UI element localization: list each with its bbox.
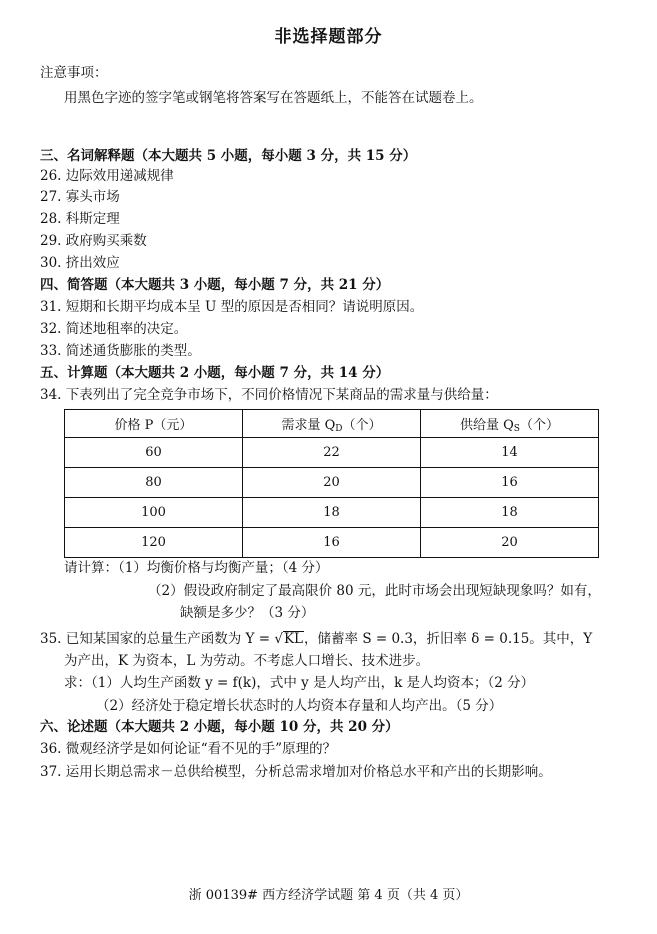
page-footer: 浙 00139# 西方经济学试题 第 4 页（共 4 页） xyxy=(188,888,469,903)
table-header-row xyxy=(65,410,599,438)
section5-heading: 五、计算题（本大题共 2 小题，每小题 7 分，共 14 分） xyxy=(40,365,390,381)
question-35-line2: 为产出，K 为资本，L 为劳动。不考虑人口增长、技术进步。 xyxy=(64,653,430,669)
header-supply-label: 供给量 Q xyxy=(460,417,514,433)
header-supply-unit: （个） xyxy=(519,417,559,433)
header-demand-label: 需求量 Q xyxy=(281,417,336,433)
question-36: 36. 微观经济学是如何论证“看不见的手”原理的？ xyxy=(40,741,337,757)
header-demand-sub: D xyxy=(335,423,343,434)
question-27: 27. 寡头市场 xyxy=(40,189,120,205)
q35-line1-b: ，储蓄率 S = 0.3，折旧率 δ = 0.15。其中，Y xyxy=(304,631,593,647)
cell-price: 60 xyxy=(65,438,243,468)
cell-price: 120 xyxy=(65,528,243,558)
question-34-ask2a: （2）假设政府制定了最高限价 80 元，此时市场会出现短缺现象吗？如有， xyxy=(148,583,601,599)
cell-demand: 20 xyxy=(243,468,421,498)
question-29: 29. 政府购买乘数 xyxy=(40,233,147,249)
header-price: 价格 P（元） xyxy=(65,410,243,438)
header-demand xyxy=(243,410,421,438)
header-supply xyxy=(421,410,599,438)
question-32: 32. 简述地租率的决定。 xyxy=(40,321,188,337)
question-35-line1 xyxy=(40,630,592,648)
section4-heading: 四、简答题（本大题共 3 小题，每小题 7 分，共 21 分） xyxy=(40,277,390,293)
question-33: 33. 简述通货膨胀的类型。 xyxy=(40,343,201,359)
cell-supply: 20 xyxy=(421,528,599,558)
question-34-stem: 34. 下表列出了完全竞争市场下，不同价格情况下某商品的需求量与供给量： xyxy=(40,387,498,403)
section3-heading: 三、名词解释题（本大题共 5 小题，每小题 3 分，共 15 分） xyxy=(40,148,417,164)
table-row xyxy=(65,498,599,528)
cell-supply: 16 xyxy=(421,468,599,498)
question-26: 26. 边际效用递减规律 xyxy=(40,168,174,184)
page-title: 非选择题部分 xyxy=(274,27,383,47)
cell-demand: 16 xyxy=(243,528,421,558)
cell-price: 80 xyxy=(65,468,243,498)
question-35-line3: 求：（1）人均生产函数 y = f(k)，式中 y 是人均产出，k 是人均资本；（2 分） xyxy=(64,675,535,691)
header-supply-sub: S xyxy=(513,423,520,434)
notice-body: 用黑色字迹的签字笔或钢笔将答案写在答题纸上，不能答在试题卷上。 xyxy=(64,90,483,106)
question-34-ask1: 请计算：（1）均衡价格与均衡产量；（4 分） xyxy=(64,560,329,576)
square-root: √KL xyxy=(274,631,304,647)
question-35-line4: （2）经济处于稳定增长状态时的人均资本存量和人均产出。（5 分） xyxy=(96,698,503,714)
header-demand-unit: （个） xyxy=(342,417,382,433)
cell-supply: 14 xyxy=(421,438,599,468)
question-31: 31. 短期和长期平均成本呈 U 型的原因是否相同？请说明原因。 xyxy=(40,299,424,315)
question-34-ask2b: 缺额是多少？（3 分） xyxy=(180,605,315,621)
section6-heading: 六、论述题（本大题共 2 小题，每小题 10 分，共 20 分） xyxy=(40,719,399,735)
supply-demand-table xyxy=(64,409,599,558)
cell-demand: 22 xyxy=(243,438,421,468)
q35-radicand: KL xyxy=(283,631,304,647)
cell-supply: 18 xyxy=(421,498,599,528)
cell-demand: 18 xyxy=(243,498,421,528)
cell-price: 100 xyxy=(65,498,243,528)
table-row xyxy=(65,438,599,468)
table-row xyxy=(65,468,599,498)
question-30: 30. 挤出效应 xyxy=(40,255,120,271)
q35-line1-a: 35. 已知某国家的总量生产函数为 Y = xyxy=(40,631,275,647)
notice-heading: 注意事项： xyxy=(40,65,108,81)
question-37: 37. 运用长期总需求－总供给模型，分析总需求增加对价格总水平和产出的长期影响。 xyxy=(40,764,552,780)
table-row xyxy=(65,528,599,558)
question-28: 28. 科斯定理 xyxy=(40,211,120,227)
